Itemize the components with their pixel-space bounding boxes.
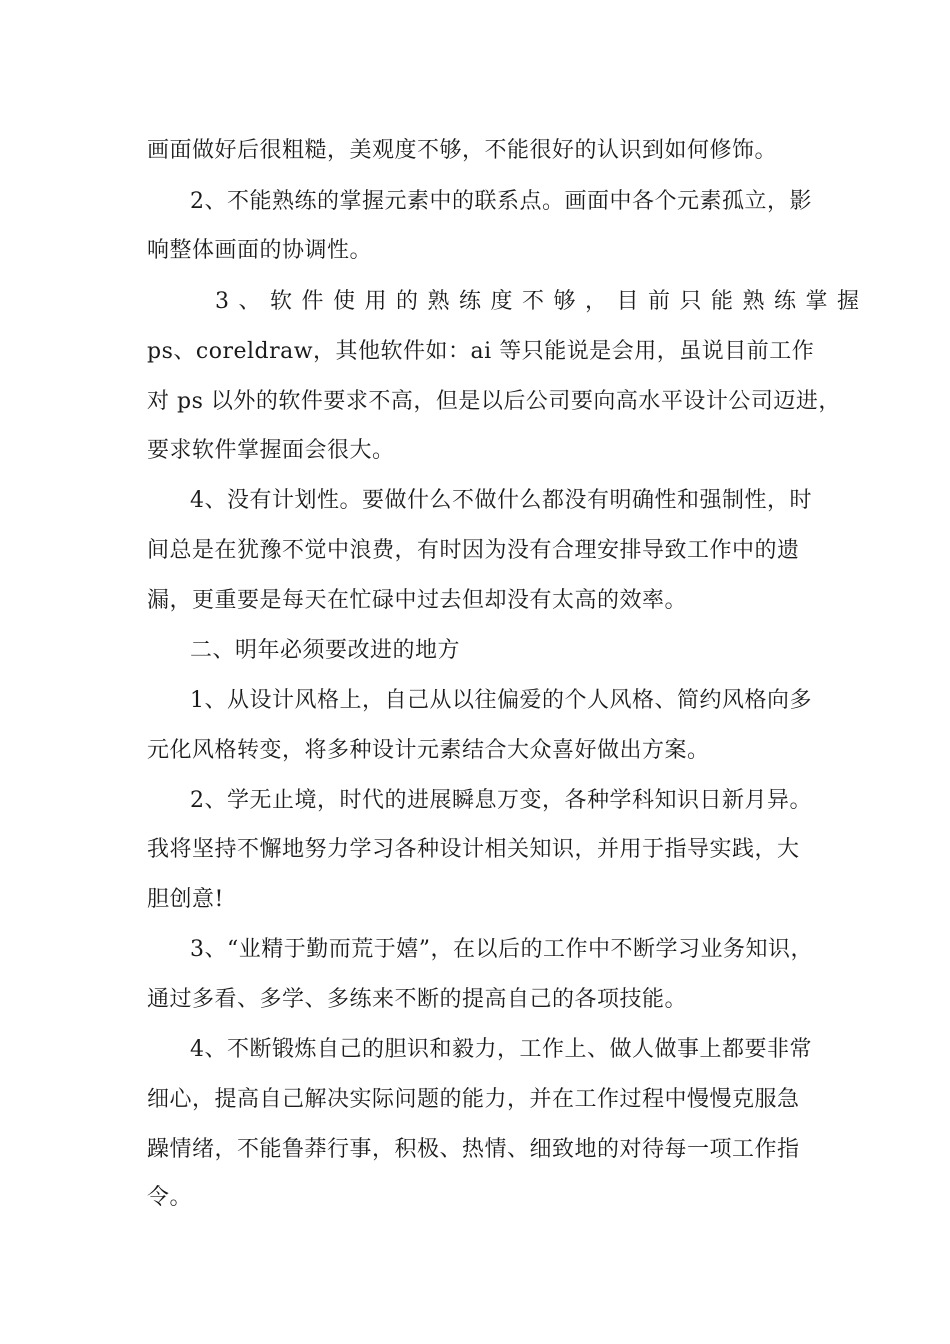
line-text: 要求软件掌握面会很大。 bbox=[147, 438, 395, 463]
text-line bbox=[0, 282, 950, 322]
line-text: 画面做好后很粗糙，美观度不够，不能很好的认识到如何修饰。 bbox=[147, 138, 778, 163]
line-text: 3、软件使用的熟练度不够，目前只能熟练掌握 bbox=[215, 289, 869, 314]
text-line bbox=[0, 1080, 950, 1120]
text-line bbox=[0, 1178, 950, 1218]
text-line bbox=[0, 382, 950, 422]
line-text: 对 ps 以外的软件要求不高，但是以后公司要向高水平设计公司迈进， bbox=[147, 389, 841, 414]
text-line bbox=[0, 1030, 950, 1070]
text-line bbox=[0, 681, 950, 721]
line-text: 2、不能熟练的掌握元素中的联系点。画面中各个元素孤立，影 bbox=[190, 189, 812, 214]
line-text: 通过多看、多学、多练来不断的提高自己的各项技能。 bbox=[147, 987, 688, 1012]
text-line bbox=[0, 930, 950, 970]
section-heading bbox=[0, 631, 950, 671]
text-line bbox=[0, 581, 950, 621]
line-text: 4、没有计划性。要做什么不做什么都没有明确性和强制性，时 bbox=[190, 488, 812, 513]
line-text: 间总是在犹豫不觉中浪费，有时因为没有合理安排导致工作中的遗 bbox=[147, 538, 800, 563]
line-text: 细心，提高自己解决实际问题的能力，并在工作过程中慢慢克服急 bbox=[147, 1087, 800, 1112]
text-line bbox=[0, 131, 950, 171]
line-text: 4、不断锻炼自己的胆识和毅力，工作上、做人做事上都要非常 bbox=[190, 1037, 812, 1062]
line-text: 令。 bbox=[147, 1185, 193, 1210]
text-line bbox=[0, 182, 950, 222]
text-line bbox=[0, 231, 950, 271]
line-text: 胆创意! bbox=[147, 887, 224, 912]
text-line bbox=[0, 731, 950, 771]
text-line bbox=[0, 980, 950, 1020]
text-line bbox=[0, 880, 950, 920]
line-text: 3、“业精于勤而荒于嬉”，在以后的工作中不断学习业务知识， bbox=[190, 937, 813, 962]
text-line bbox=[0, 481, 950, 521]
text-line bbox=[0, 830, 950, 870]
text-line bbox=[0, 332, 950, 372]
text-line bbox=[0, 531, 950, 571]
line-text: 我将坚持不懈地努力学习各种设计相关知识，并用于指导实践，大 bbox=[147, 837, 800, 862]
line-text: 1、从设计风格上，自己从以往偏爱的个人风格、简约风格向多 bbox=[190, 688, 812, 713]
text-line bbox=[0, 781, 950, 821]
text-line bbox=[0, 431, 950, 471]
line-text: 二、明年必须要改进的地方 bbox=[190, 638, 461, 663]
line-text: 漏，更重要是每天在忙碌中过去但却没有太高的效率。 bbox=[147, 588, 688, 613]
line-text: 2、学无止境，时代的进展瞬息万变，各种学科知识日新月异。 bbox=[190, 788, 812, 813]
line-text: 响整体画面的协调性。 bbox=[147, 238, 373, 263]
text-line bbox=[0, 1130, 950, 1170]
line-text: 元化风格转变，将多种设计元素结合大众喜好做出方案。 bbox=[147, 738, 710, 763]
line-text: ps、coreldraw，其他软件如：ai 等只能说是会用，虽说目前工作 bbox=[147, 339, 815, 364]
line-text: 躁情绪，不能鲁莽行事，积极、热情、细致地的对待每一项工作指 bbox=[147, 1137, 800, 1162]
